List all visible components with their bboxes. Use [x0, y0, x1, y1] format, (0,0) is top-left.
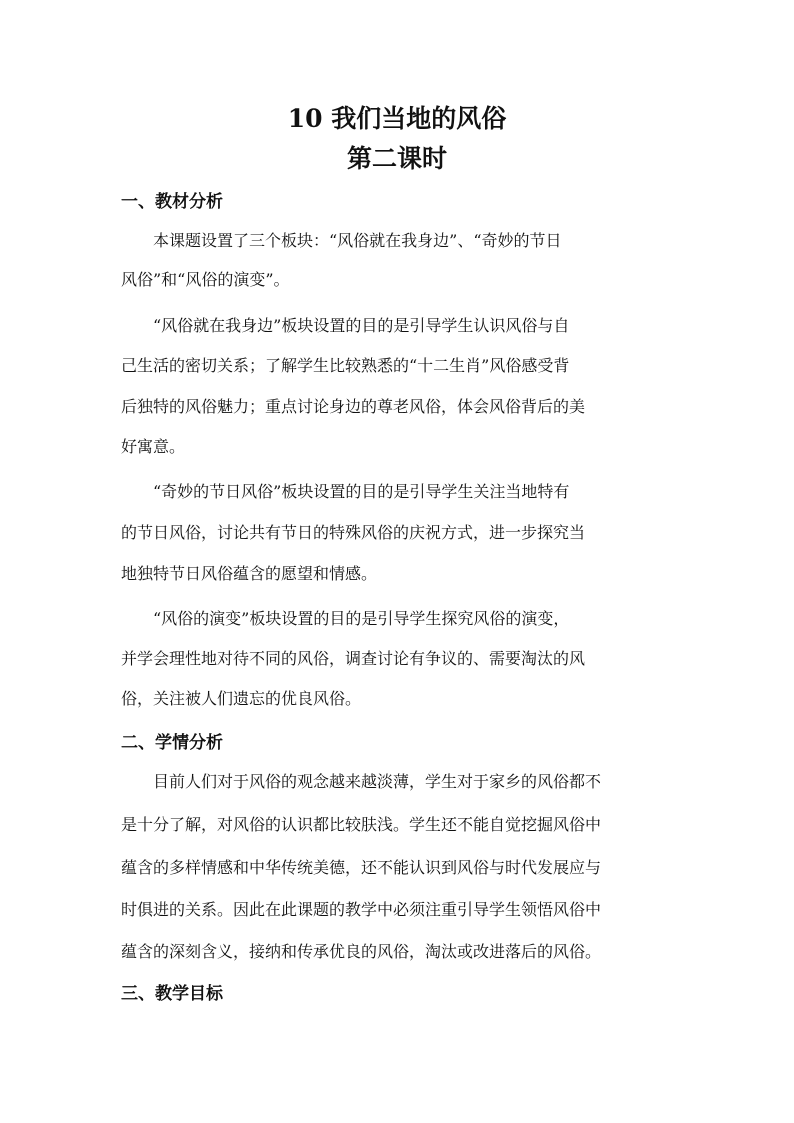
section-heading-teaching-objectives: 三、教学目标 [121, 984, 223, 1004]
paragraph-line: 地独特节日风俗蕴含的愿望和情感。 [121, 564, 378, 583]
paragraph-line: 己生活的密切关系；了解学生比较熟悉的“十二生肖”风俗感受背 [121, 356, 570, 375]
paragraph-line: 目前人们对于风俗的观念越来越淡薄，学生对于家乡的风俗都不 [153, 772, 602, 791]
paragraph-line: 时俱进的关系。因此在此课题的教学中必须注重引导学生领悟风俗中 [121, 900, 602, 919]
paragraph-line: 好寓意。 [121, 437, 186, 456]
paragraph-line: 后独特的风俗魅力；重点讨论身边的尊老风俗，体会风俗背后的美 [121, 397, 586, 416]
paragraph-line: 蕴含的深刻含义，接纳和传承优良的风俗，淘汰或改进落后的风俗。 [121, 942, 602, 961]
paragraph-line: 是十分了解，对风俗的认识都比较肤浅。学生还不能自觉挖掘风俗中 [121, 815, 602, 834]
paragraph-line: “风俗的演变”板块设置的目的是引导学生探究风俗的演变， [153, 609, 570, 628]
section-heading-textbook-analysis: 一、教材分析 [121, 192, 223, 212]
paragraph-line: 的节日风俗，讨论共有节日的特殊风俗的庆祝方式，进一步探究当 [121, 523, 586, 542]
paragraph-line: 俗，关注被人们遗忘的优良风俗。 [121, 689, 362, 708]
paragraph-line: 风俗”和“风俗的演变”。 [121, 270, 290, 289]
paragraph-line: 本课题设置了三个板块：“风俗就在我身边”、“奇妙的节日 [153, 231, 562, 250]
lesson-title: 10 我们当地的风俗 [287, 104, 507, 133]
paragraph-line: 蕴含的多样情感和中华传统美德，还不能认识到风俗与时代发展应与 [121, 858, 602, 877]
lesson-subtitle: 第二课时 [346, 144, 447, 173]
paragraph-line: “风俗就在我身边”板块设置的目的是引导学生认识风俗与自 [153, 316, 570, 335]
section-heading-learner-analysis: 二、学情分析 [121, 733, 223, 753]
paragraph-line: 并学会理性地对待不同的风俗，调查讨论有争议的、需要淘汰的风 [121, 649, 586, 668]
paragraph-line: “奇妙的节日风俗”板块设置的目的是引导学生关注当地特有 [153, 482, 570, 501]
